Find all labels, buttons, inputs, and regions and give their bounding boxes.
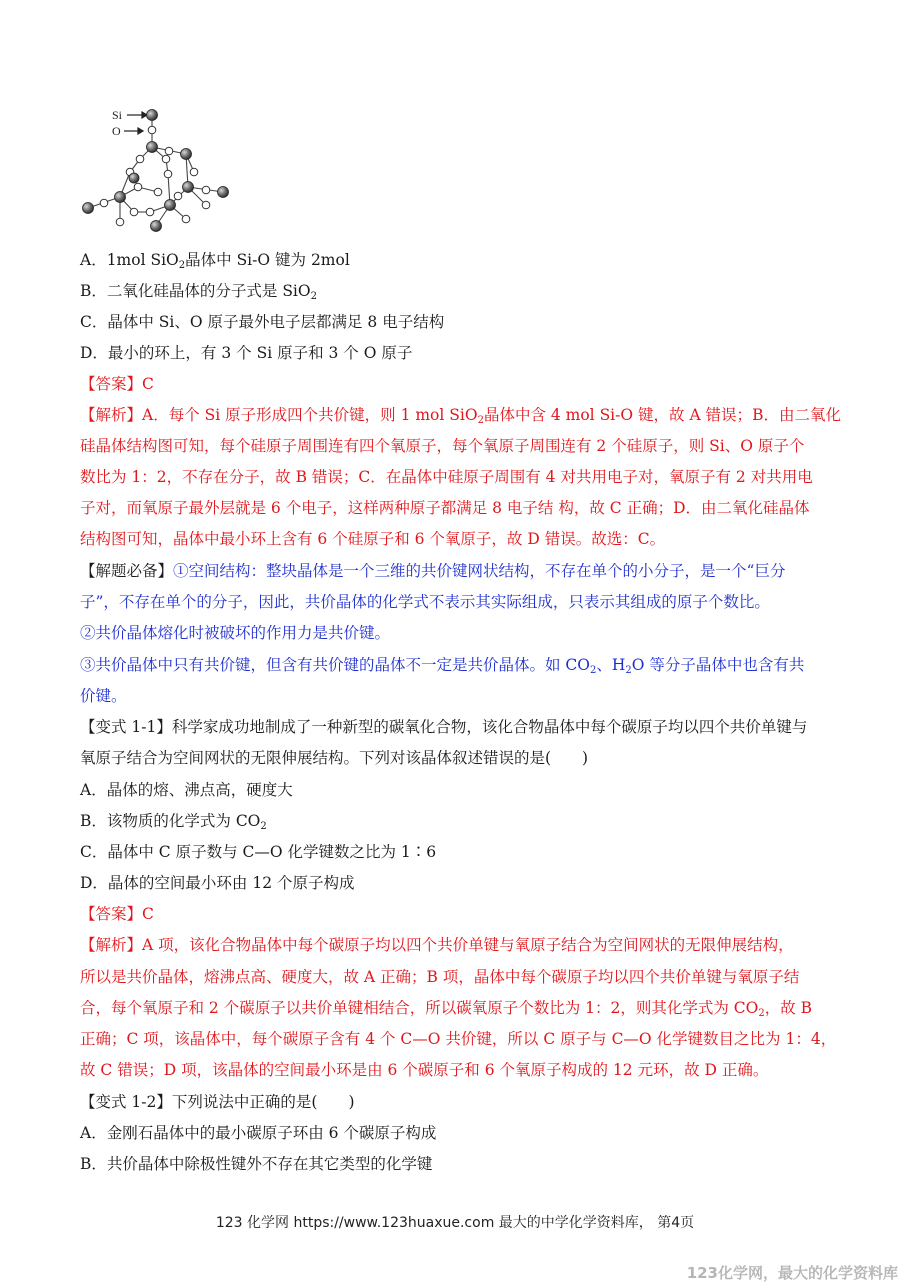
v11-option-c: C．晶体中 C 原子数与 C—O 化学键数之比为 1∶6: [80, 843, 437, 861]
essentials-text-1: ①空间结构：整块晶体是一个三维的共价键网状结构，不存在单个的小分子，是一个“巨分: [173, 562, 786, 580]
v11-analysis-text-3a: 合，每个氧原子和 2 个碳原子以共价单键相结合，所以碳氧原子个数比为 1：2，则其化学式为 CO: [80, 999, 759, 1017]
essentials-line-2: 子”，不存在单个的分子，因此，共价晶体的化学式不表示其实际组成，只表示其组成的原子个数比。: [80, 593, 770, 611]
v11-answer: [80, 904, 840, 924]
q1-analysis-line-4: 子对，而氧原子最外层就是 6 个电子，这样两种原子都满足 8 电子结 构，故 C 正确；D．由二氧化硅晶体: [80, 499, 810, 517]
q1-option-a: [80, 250, 840, 270]
q1-answer-value: C: [142, 375, 154, 393]
v11-analysis-line-2: 所以是共价晶体，熔沸点高、硬度大，故 A 正确；B 项，晶体中每个碳原子均以四个共价单键与氧原子结: [80, 968, 800, 986]
essentials-sub-2: 2: [625, 665, 632, 676]
q1-option-a-text: A．1mol SiO: [80, 251, 179, 269]
v11-answer-value: C: [142, 905, 154, 923]
q1-option-b: [80, 281, 840, 301]
v11-analysis-tag: 【解析】: [80, 936, 143, 954]
v12-option-a: A．金刚石晶体中的最小碳原子环由 6 个碳原子构成: [80, 1124, 437, 1142]
v11-answer-tag: 【答案】: [80, 905, 143, 923]
essentials-text-4c: O 等分子晶体中也含有共: [631, 656, 805, 674]
v11-option-a: A．晶体的熔、沸点高，硬度大: [80, 781, 293, 799]
q1-analysis-text-1b: 晶体中含 4 mol Si-O 键，故 A 错误；B．由二氧化: [483, 406, 841, 424]
v11-analysis-line-4: 正确；C 项，该晶体中，每个碳原子含有 4 个 C—O 共价键，所以 C 原子与 C—O 化学键数目之比为 1：4，: [80, 1030, 837, 1048]
v11-option-d: D．晶体的空间最小环由 12 个原子构成: [80, 874, 355, 892]
v11-analysis-text-1: A 项，该化合物晶体中每个碳原子均以四个共价单键与氧原子结合为空间网状的无限伸展结构，: [142, 936, 794, 954]
q1-analysis-line-3: 数比为 1：2，不存在分子，故 B 错误；C．在晶体中硅原子周围有 4 对共用电子对，氧原子有 2 对共用电: [80, 468, 813, 486]
essentials-text-4a: ③共价晶体中只有共价键，但含有共价键的晶体不一定是共价晶体。如 CO: [80, 656, 590, 674]
v11-analysis-text-3b: ，故 B: [764, 999, 813, 1017]
essentials-tag: 【解题必备】: [80, 562, 174, 580]
v12-option-b: B．共价晶体中除极性键外不存在其它类型的化学键: [80, 1155, 433, 1173]
v11-analysis-line-1: [80, 935, 840, 955]
q1-option-d: D．最小的环上，有 3 个 Si 原子和 3 个 O 原子: [80, 344, 413, 362]
q1-option-a-sub: 2: [178, 260, 186, 271]
q1-analysis-tag: 【解析】: [80, 406, 143, 424]
q1-option-b-sub: 2: [310, 291, 317, 302]
v12-stem-text: 下列说法中正确的是( ): [171, 1093, 355, 1111]
v11-stem-text-1: 科学家成功地制成了一种新型的碳氧化合物，该化合物晶体中每个碳原子均以四个共价单键与: [171, 718, 808, 736]
essentials-text-4b: 、H: [596, 656, 626, 674]
watermark: 123化学网，最大的化学资料库: [686, 1264, 898, 1282]
q1-analysis-line-5: 结构图可知，晶体中最小环上含有 6 个硅原子和 6 个氧原子，故 D 错误。故选：C。: [80, 530, 666, 548]
q1-option-b-text: B．二氧化硅晶体的分子式是 SiO: [80, 282, 311, 300]
sio2-crystal-structure-diagram: [78, 102, 238, 232]
q1-answer: [80, 374, 840, 394]
v11-analysis-sub: 2: [758, 1008, 765, 1019]
essentials-line-5: 价键。: [80, 687, 127, 705]
essentials-sub-1: 2: [590, 665, 597, 676]
v11-option-b-sub: 2: [260, 821, 267, 832]
q1-analysis-line-2: 硅晶体结构图可知，每个硅原子周围连有四个氧原子，每个氧原子周围连有 2 个硅原子，则 Si、O 原子个: [80, 437, 805, 455]
essentials-line-4: [80, 655, 840, 675]
essentials-line-3: ②共价晶体熔化时被破坏的作用力是共价键。: [80, 624, 391, 642]
essentials-line-1: [80, 561, 840, 581]
page-footer: 123 化学网 https://www.123huaxue.com 最大的中学化学资料库， 第4页: [215, 1215, 695, 1231]
q1-analysis-text-1a: A．每个 Si 原子形成四个共价键，则 1 mol SiO: [142, 406, 478, 424]
v11-stem-line-1: [80, 717, 840, 737]
q1-answer-tag: 【答案】: [80, 375, 143, 393]
v11-option-b-text: B．该物质的化学式为 CO: [80, 812, 261, 830]
v12-stem: [80, 1092, 840, 1112]
label-arrows: [124, 112, 147, 134]
v11-option-b: [80, 811, 840, 831]
v11-analysis-line-3: [80, 998, 840, 1018]
oxygen-atoms: [100, 126, 210, 226]
si-label: Si: [112, 108, 123, 122]
o-label: O: [112, 124, 121, 138]
v11-stem-line-2: 氧原子结合为空间网状的无限伸展结构。下列对该晶体叙述错误的是( ): [80, 749, 589, 767]
q1-option-c: C．晶体中 Si、O 原子最外电子层都满足 8 电子结构: [80, 313, 445, 331]
v11-analysis-line-5: 故 C 错误；D 项，该晶体的空间最小环是由 6 个碳原子和 6 个氧原子构成的 12 元环，故 D 正确。: [80, 1061, 769, 1079]
q1-analysis-line-1: [80, 405, 840, 425]
v12-tag: 【变式 1-2】: [80, 1093, 172, 1111]
q1-option-a-text-2: 晶体中 Si-O 键为 2mol: [185, 251, 350, 269]
q1-analysis-sub: 2: [477, 415, 484, 426]
v11-tag: 【变式 1-1】: [80, 718, 172, 736]
